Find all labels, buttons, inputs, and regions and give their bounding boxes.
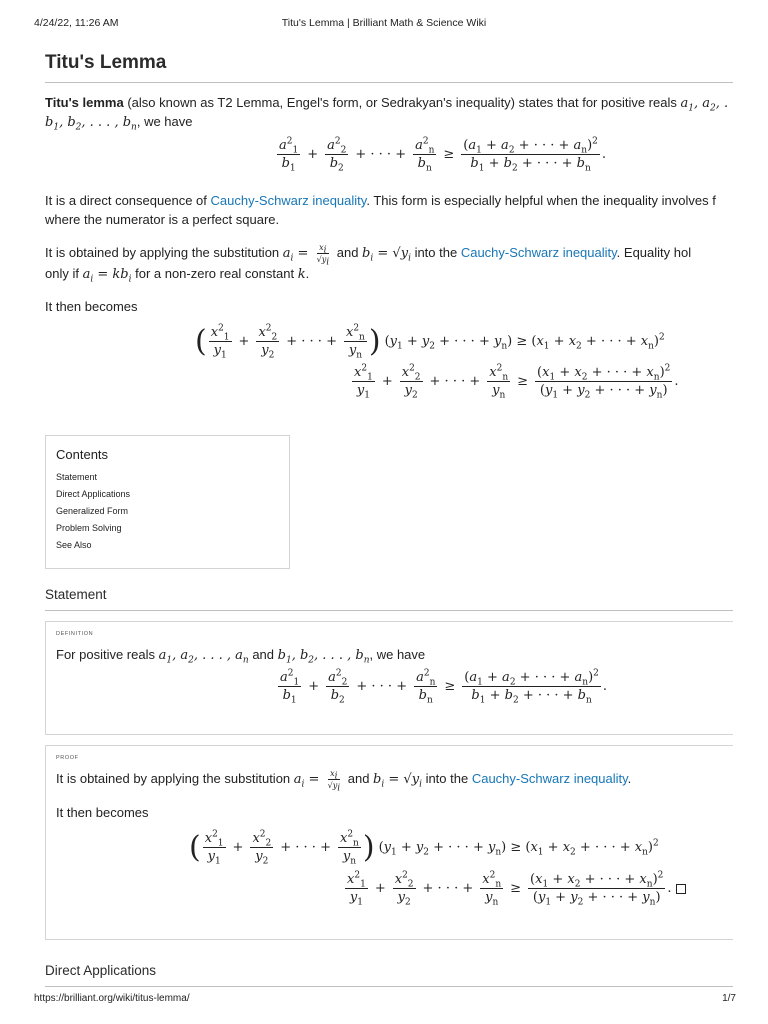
definition-box	[45, 621, 733, 735]
cauchy-schwarz-link-2[interactable]: Cauchy-Schwarz inequality	[460, 245, 617, 260]
contents-item-direct-applications[interactable]: Direct Applications	[56, 489, 131, 499]
paragraph-then-becomes: It then becomes	[45, 299, 138, 314]
cauchy-schwarz-link-3[interactable]: Cauchy-Schwarz inequality	[471, 771, 628, 786]
titu-inequality-1: $\frac{a^2_1}{b_1}$ + $\frac{a^2_2}{b_2}$ + · · · + $\frac{a^2_n}{b_n}$ ≥ $\frac{(a_1 + a_2 + \cdot \cdot \cdot + a_n)^2}{b_1 + b_2 + \cdot \cdot \cdot + b_n}$ .	[279, 136, 607, 174]
contents-item-problem-solving[interactable]: Problem Solving	[56, 523, 122, 533]
qed-icon	[676, 884, 686, 894]
print-page-title: Titu's Lemma | Brilliant Math & Science Wiki	[281, 17, 487, 29]
contents-item-statement[interactable]: Statement	[56, 472, 98, 482]
proof-box	[45, 745, 733, 940]
article	[45, 0, 733, 1024]
paragraph-substitution: It is obtained by applying the substitution $a_i$ = $\frac{x_i}{√y_i}$ and $b_i = √y_i$ into the Cauchy-Schwarz inequality. Equality hol	[45, 243, 692, 268]
print-url: https://brilliant.org/wiki/titus-lemma/	[34, 993, 190, 1004]
proof-then-becomes: It then becomes	[56, 805, 149, 820]
cauchy-form-1: ( $\frac{x^2_1}{y_1}$ + $\frac{x^2_2}{y_2}$ + · · · + $\frac{x^2_n}{y_n}$ ) ($y_1 + y_2$ + · · · + $y_n) \ge (x_1 + x_2$ + · · · + $x_n)^2$	[195, 323, 665, 361]
intro-line-1: Titu's lemma (also known as T2 Lemma, Engel's form, or Sedrakyan's inequality) states that for positive reals $a_1$, $a_2$, .	[45, 95, 729, 114]
contents-item-see-also[interactable]: See Also	[56, 540, 92, 550]
definition-text: For positive reals $a_1$, $a_2$, . . . , $a_n$ and $b_1$, $b_2$, . . . , $b_n$, we have	[56, 647, 426, 666]
page-title: Titu's Lemma	[45, 52, 167, 73]
cauchy-schwarz-link-1[interactable]: Cauchy-Schwarz inequality	[210, 193, 367, 208]
definition-tag: DEFINITION	[56, 631, 94, 637]
cauchy-form-2: ( $\frac{x^2_1}{y_1}$ + $\frac{x^2_2}{y_2}$ + · · · + $\frac{x^2_n}{y_n}$ ) ($y_1 + y_2$ + · · · + $y_n) \ge (x_1 + x_2$ + · · · + $x_n)^2$	[189, 829, 659, 867]
title-divider	[45, 82, 733, 83]
titu-form-1: $\frac{x^2_1}{y_1}$ + $\frac{x^2_2}{y_2}$ + · · · + $\frac{x^2_n}{y_n}$ ≥ $\frac{(x_1 + x_2 + \cdot \cdot \cdot + x_n)^2}{(y_1 + y_2 + \cdot \cdot \cdot + y_n)}$ .	[354, 363, 679, 401]
paragraph-consequence: It is a direct consequence of Cauchy-Schwarz inequality. This form is especially helpful when the inequality involves f	[45, 193, 716, 208]
math-b-sequence: $b_1$, $b_2$, . . . , $b_n$	[45, 115, 137, 133]
print-datetime: 4/24/22, 11:26 AM	[34, 17, 119, 29]
intro-line-2: $b_1$, $b_2$, . . . , $b_n$, we have	[45, 114, 193, 133]
statement-divider	[45, 610, 733, 611]
print-page-number: 1/7	[722, 993, 736, 1004]
math-a-sequence: $a_1$, $a_2$, .	[680, 96, 729, 114]
titu-form-2: $\frac{x^2_1}{y_1}$ + $\frac{x^2_2}{y_2}$ + · · · + $\frac{x^2_n}{y_n}$ ≥ $\frac{(x_1 + x_2 + \cdot \cdot \cdot + x_n)^2}{(y_1 + y_2 + \cdot \cdot \cdot + y_n)}$ .	[343, 872, 686, 905]
contents-box	[45, 435, 290, 569]
contents-item-generalized-form[interactable]: Generalized Form	[56, 506, 129, 516]
paragraph-substitution-line-2: only if $a_i = kb_i$ for a non-zero real constant k.	[45, 266, 310, 285]
direct-applications-heading: Direct Applications	[45, 963, 157, 978]
statement-heading: Statement	[45, 587, 107, 602]
proof-text: It is obtained by applying the substitution $a_i$ = $\frac{x_i}{√y_i}$ and $b_i = √y_i$ into the Cauchy-Schwarz inequality.	[56, 769, 632, 794]
contents-heading: Contents	[56, 447, 109, 462]
titu-inequality-2: $\frac{a^2_1}{b_1}$ + $\frac{a^2_2}{b_2}$ + · · · + $\frac{a^2_n}{b_n}$ ≥ $\frac{(a_1 + a_2 + \cdot \cdot \cdot + a_n)^2}{b_1 + b_2 + \cdot \cdot \cdot + b_n}$ .	[280, 668, 608, 706]
direct-applications-divider	[45, 986, 733, 987]
intro-term: Titu's lemma	[45, 95, 124, 110]
paragraph-consequence-line-2: where the numerator is a perfect square.	[45, 212, 280, 227]
proof-tag: PROOF	[56, 755, 79, 761]
